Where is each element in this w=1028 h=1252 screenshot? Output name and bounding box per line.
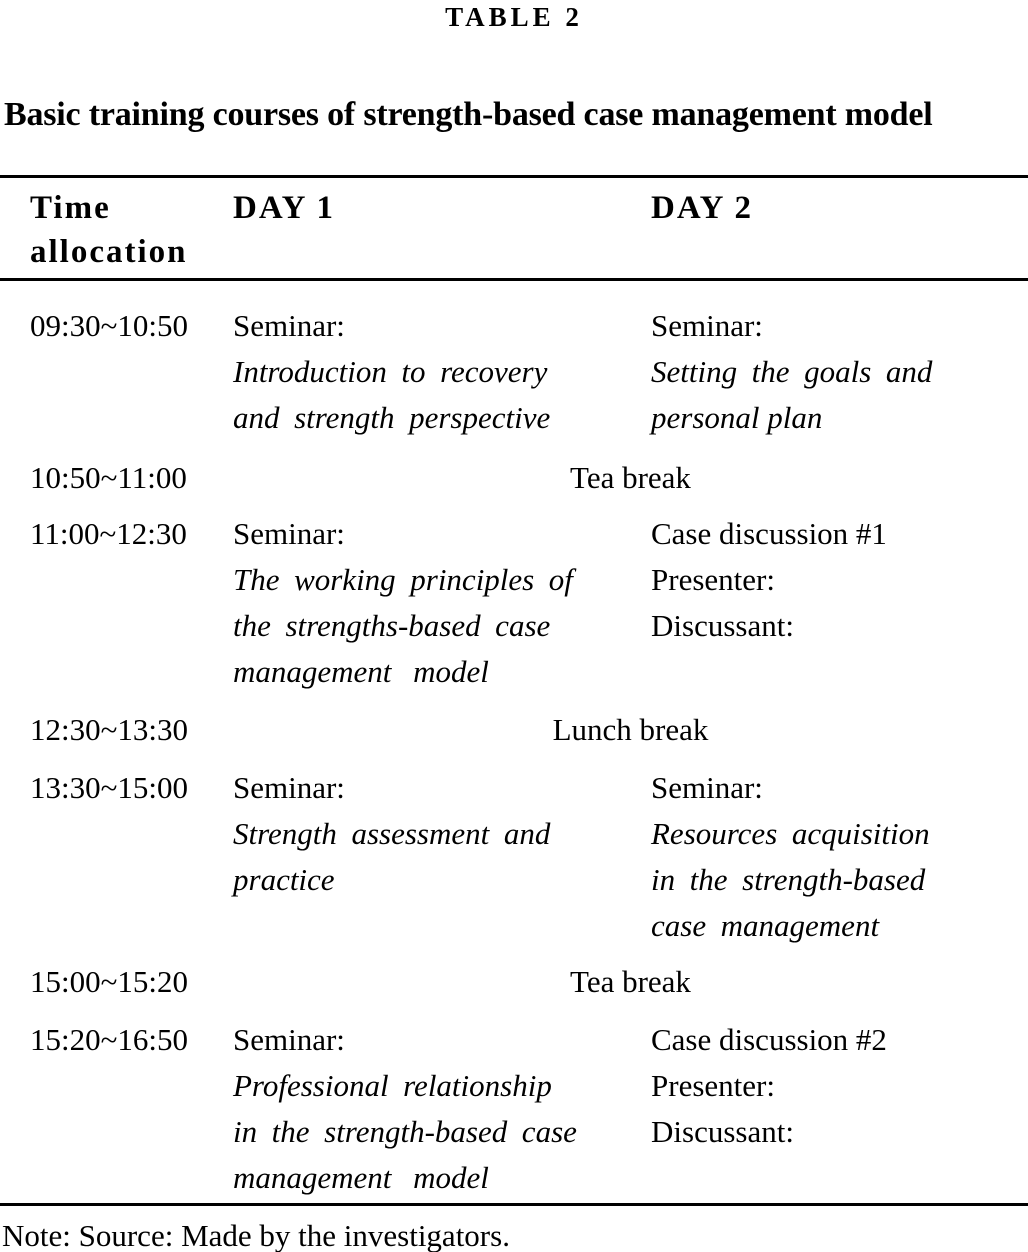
session-title-line: Strength assessment and [233, 816, 551, 851]
header-day1: DAY 1 [233, 190, 335, 226]
day1-cell [233, 511, 651, 695]
time-cell: 11:00~12:30 [30, 516, 187, 551]
break-row [30, 455, 1028, 501]
day2-cell [651, 1017, 1028, 1201]
time-cell: 09:30~10:50 [30, 308, 188, 343]
session-title-line: in the strength-based [651, 862, 926, 897]
table-row-1520 [30, 1017, 1028, 1201]
session-title-line: Introduction to recovery [233, 354, 548, 389]
header-time-allocation: Time allocation [30, 190, 188, 270]
day1-cell [233, 765, 651, 949]
table-body [0, 303, 1028, 1203]
break-label: Tea break [570, 460, 691, 495]
time-cell: 12:30~13:30 [30, 712, 188, 747]
session-title-line: The working principles of [233, 562, 573, 597]
time-cell: 15:20~16:50 [30, 1022, 188, 1057]
session-kind: Seminar: [233, 516, 345, 551]
table-row-0930 [30, 303, 1028, 441]
time-cell: 10:50~11:00 [30, 460, 187, 495]
break-row [30, 707, 1028, 753]
day2-cell [651, 511, 1028, 695]
session-role-line: Discussant: [651, 608, 794, 643]
break-row [30, 959, 1028, 1005]
session-title-line: Setting the goals and [651, 354, 933, 389]
break-label: Tea break [570, 964, 691, 999]
session-kind: Case discussion #2 [651, 1022, 887, 1057]
session-role-line: Discussant: [651, 1114, 794, 1149]
session-title-line: in the strength-based case [233, 1114, 577, 1149]
session-kind: Seminar: [233, 308, 345, 343]
day1-cell [233, 1017, 651, 1201]
table-row-1330 [30, 765, 1028, 949]
session-title-line: practice [233, 862, 335, 897]
table-note: Note: Source: Made by the investigators. [2, 1218, 510, 1252]
session-role-line: Presenter: [651, 1068, 775, 1103]
session-title-line: case management [651, 908, 880, 943]
day2-cell [651, 303, 1028, 441]
table-title: Basic training courses of strength-based case management model [4, 96, 933, 133]
session-title-line: the strengths-based case [233, 608, 551, 643]
table-header-row [0, 178, 1028, 281]
session-kind: Seminar: [651, 770, 763, 805]
time-cell: 15:00~15:20 [30, 964, 188, 999]
session-title-line: Professional relationship [233, 1068, 552, 1103]
session-kind: Seminar: [233, 770, 345, 805]
session-title-line: Resources acquisition [651, 816, 930, 851]
time-cell: 13:30~15:00 [30, 770, 188, 805]
session-title-line: personal plan [651, 400, 823, 435]
day2-cell [651, 765, 1028, 949]
session-kind: Case discussion #1 [651, 516, 887, 551]
header-day2: DAY 2 [651, 190, 753, 226]
session-title-line: management model [233, 654, 489, 689]
session-title-line: management model [233, 1160, 489, 1195]
table-number-caption: TABLE 2 [445, 2, 583, 32]
session-role-line: Presenter: [651, 562, 775, 597]
schedule-table [0, 175, 1028, 1206]
table-row-1100 [30, 511, 1028, 695]
day1-cell [233, 303, 651, 441]
session-kind: Seminar: [233, 1022, 345, 1057]
session-kind: Seminar: [651, 308, 763, 343]
session-title-line: and strength perspective [233, 400, 551, 435]
break-label: Lunch break [552, 712, 709, 747]
